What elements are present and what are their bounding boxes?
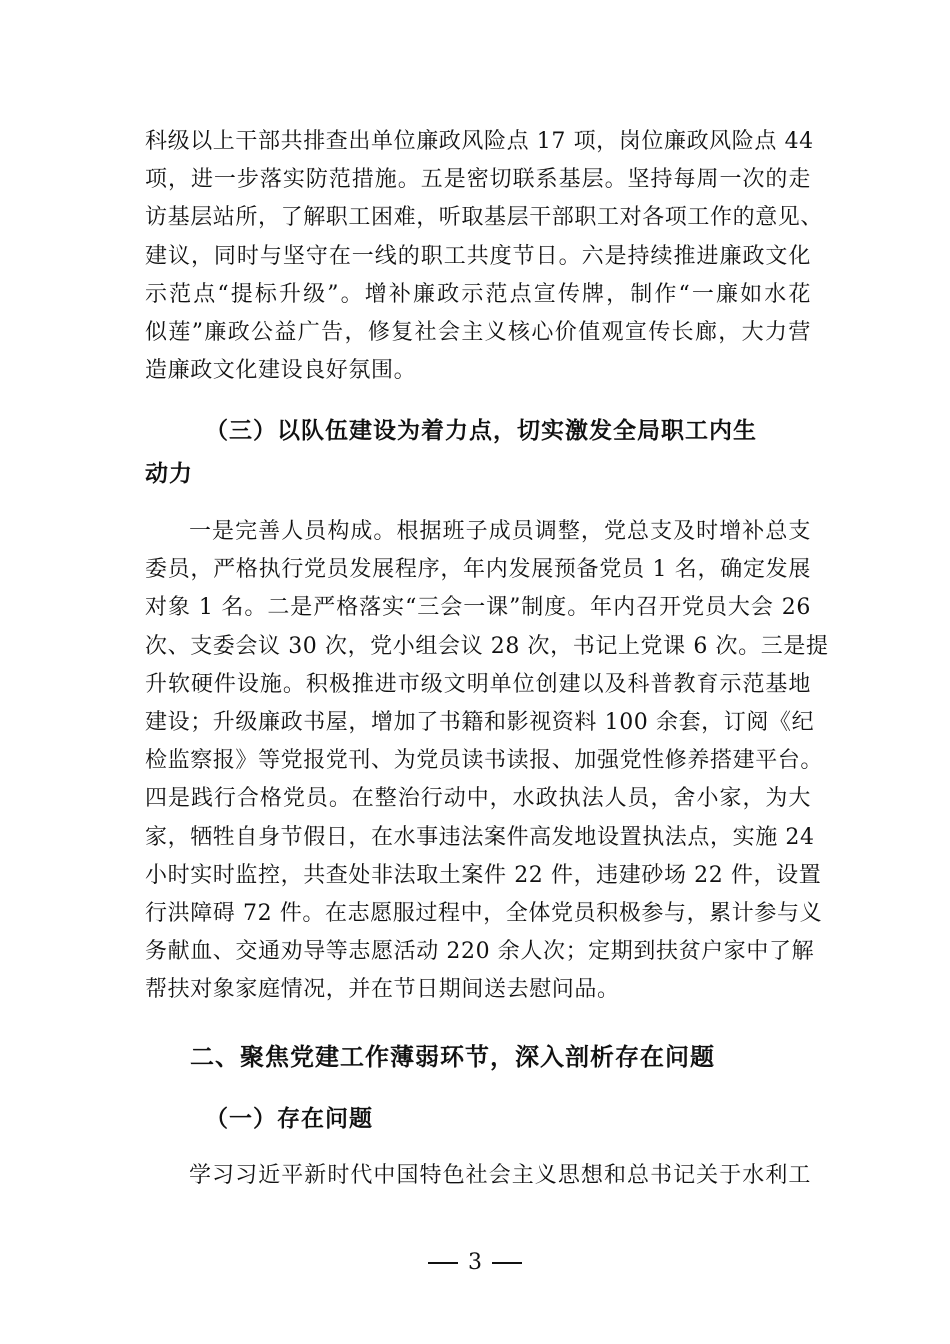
text-line: 示范点“提标升级”。增补廉政示范点宣传牌，制作“一廉如水花	[145, 281, 811, 307]
text-line: 四是践行合格党员。在整治行动中，水政执法人员，舍小家，为大	[145, 786, 811, 812]
footer-dash-left	[428, 1262, 458, 1264]
subsection-heading-3-line2: 动力	[145, 461, 193, 487]
page-footer	[0, 1250, 950, 1275]
text-line: 务献血、交通劝导等志愿活动 220 余人次；定期到扶贫户家中了解	[145, 939, 815, 965]
text-line: 委员，严格执行党员发展程序，年内发展预备党员 1 名，确定发展	[145, 557, 811, 583]
text-line: 建设；升级廉政书屋，增加了书籍和影视资料 100 余套，订阅《纪	[145, 710, 815, 736]
text-line: 一是完善人员构成。根据班子成员调整，党总支及时增补总支	[189, 519, 811, 544]
text-line: 项，进一步落实防范措施。五是密切联系基层。坚持每周一次的走	[145, 167, 811, 193]
subsection-heading-3-line1: （三）以队伍建设为着力点，切实激发全局职工内生	[205, 418, 757, 444]
footer-dash-right	[492, 1262, 522, 1264]
page-number: 3	[468, 1250, 482, 1275]
text-line: 似莲”廉政公益广告，修复社会主义核心价值观宣传长廊，大力营	[145, 320, 811, 346]
text-line: 帮扶对象家庭情况，并在节日期间送去慰问品。	[145, 977, 620, 1003]
text-line: 对象 1 名。二是严格落实“三会一课”制度。年内召开党员大会 26	[145, 595, 811, 621]
text-line: 家，牺牲自身节假日，在水事违法案件高发地设置执法点，实施 24	[145, 824, 815, 850]
text-line: 次、支委会议 30 次，党小组会议 28 次，书记上党课 6 次。三是提	[145, 633, 829, 659]
section-heading-2: 二、聚焦党建工作薄弱环节，深入剖析存在问题	[190, 1043, 715, 1071]
text-line: 访基层站所，了解职工困难，听取基层干部职工对各项工作的意见、	[145, 205, 824, 231]
text-line: 学习习近平新时代中国特色社会主义思想和总书记关于水利工	[189, 1163, 811, 1188]
text-line: 行洪障碍 72 件。在志愿服过程中，全体党员积极参与，累计参与义	[145, 901, 823, 927]
text-line: 造廉政文化建设良好氛围。	[145, 358, 417, 384]
text-line: 升软硬件设施。积极推进市级文明单位创建以及科普教育示范基地	[145, 671, 811, 697]
paragraph-team-building	[145, 513, 829, 1010]
paragraph-risk-points	[145, 123, 824, 390]
subsection-heading-problems: （一）存在问题	[205, 1106, 373, 1132]
text-line: 检监察报》等党报党刊、为党员读书读报、加强党性修养搭建平台。	[145, 748, 824, 774]
text-line: 科级以上干部共排查出单位廉政风险点 17 项，岗位廉政风险点 44	[145, 129, 814, 154]
text-line: 建议，同时与坚守在一线的职工共度节日。六是持续推进廉政文化	[145, 243, 811, 269]
paragraph-study	[145, 1157, 811, 1195]
text-line: 小时实时监控，共查处非法取土案件 22 件，违建砂场 22 件，设置	[145, 862, 822, 888]
